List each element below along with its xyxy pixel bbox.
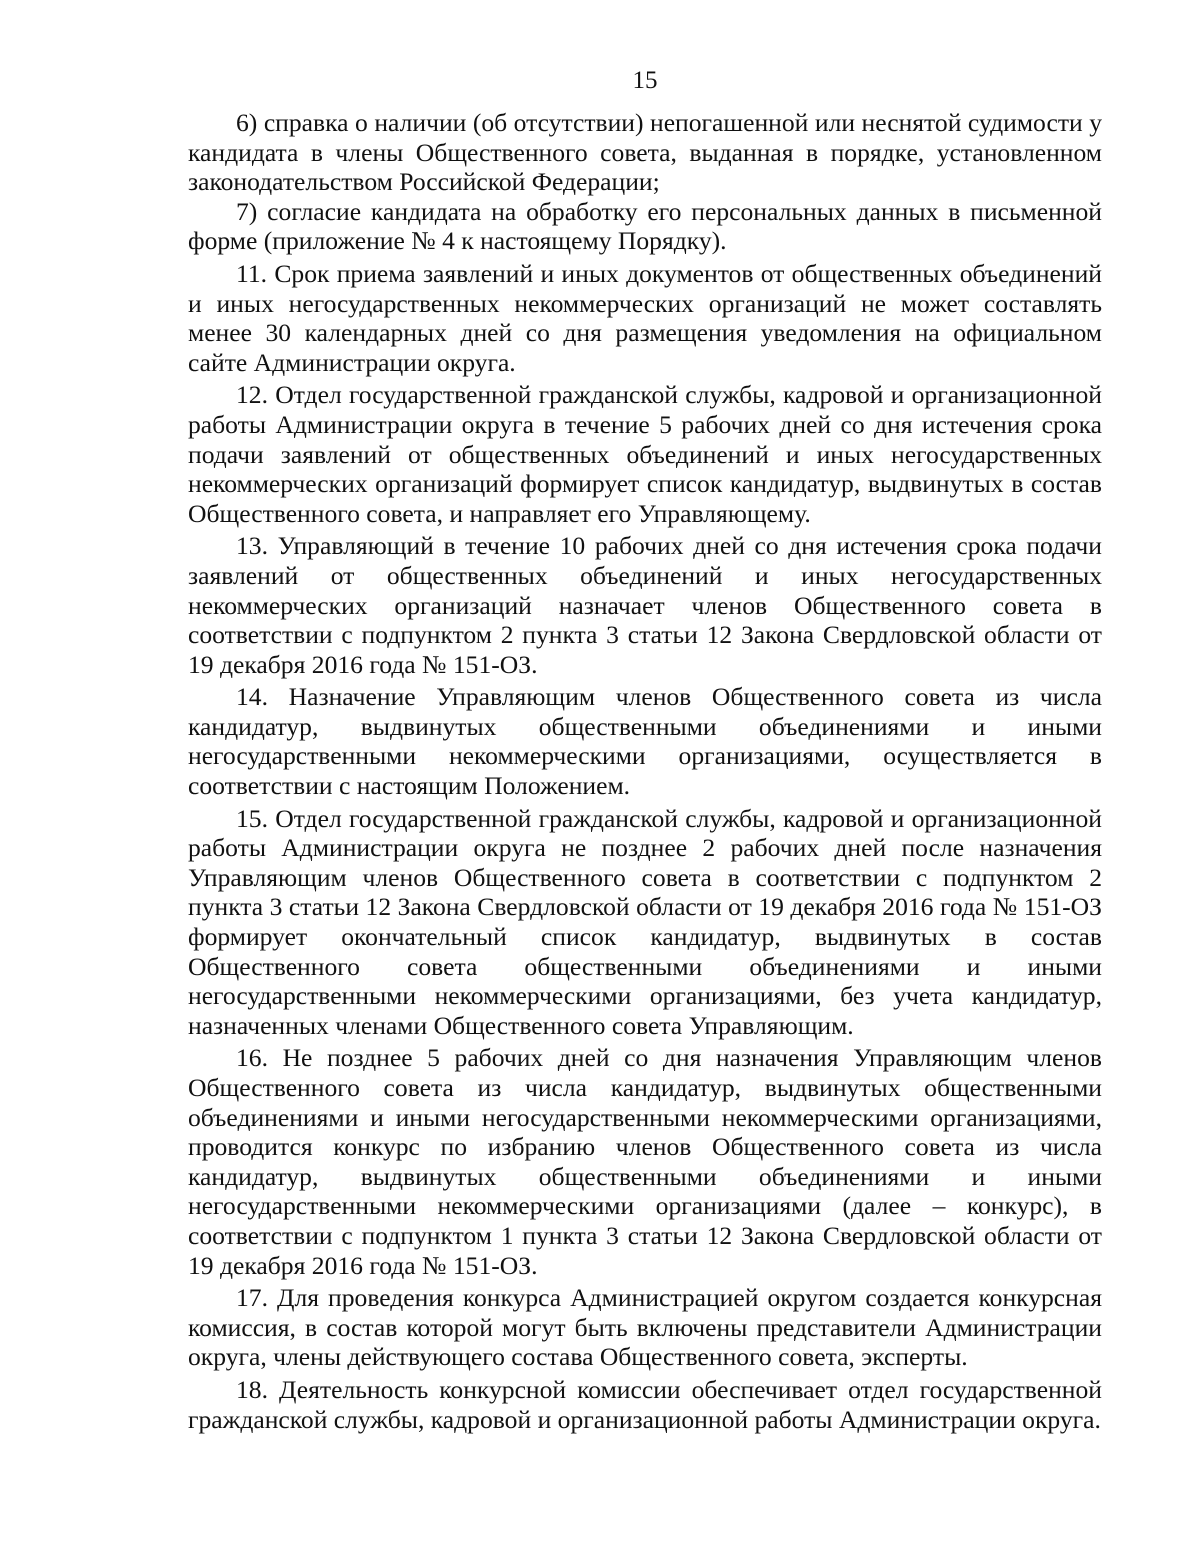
paragraph-16: 16. Не позднее 5 рабочих дней со дня назначения Управляющим членов Общественного совета из числа кандидатур, выдвинутых общественными объединениями и иными негосударственными некоммерческими организациями, проводится конкурс по избранию членов Общественного совета из числа кандидатур, выдвинутых общественными объединениями и иными негосударственными некоммерческими организациями (далее – конкурс), в соответствии с подпунктом 1 пункта 3 статьи 12 Закона Свердловской области от 19 декабря 2016 года № 151-ОЗ. <box>188 1043 1102 1280</box>
document-body <box>188 108 1102 1434</box>
paragraph-11: 11. Срок приема заявлений и иных документов от общественных объединений и иных негосударственных некоммерческих организаций не может составлять менее 30 календарных дней со дня размещения уведомления на официальном сайте Администрации округа. <box>188 258 1102 377</box>
paragraph-13: 13. Управляющий в течение 10 рабочих дней со дня истечения срока подачи заявлений от общественных объединений и иных негосударственных некоммерческих организаций назначает членов Общественного совета в соответствии с подпунктом 2 пункта 3 статьи 12 Закона Свердловской области от 19 декабря 2016 года № 151-ОЗ. <box>188 531 1102 679</box>
paragraph-12: 12. Отдел государственной гражданской службы, кадровой и организационной работы Администрации округа в течение 5 рабочих дней со дня истечения срока подачи заявлений от общественных объединений и иных негосударственных некоммерческих организаций формирует список кандидатур, выдвинутых в состав Общественного совета, и направляет его Управляющему. <box>188 380 1102 528</box>
paragraph-17: 17. Для проведения конкурса Администрацией округом создается конкурсная комиссия, в состав которой могут быть включены представители Администрации округа, члены действующего состава Общественного совета, эксперты. <box>188 1283 1102 1372</box>
page-number: 15 <box>632 67 658 94</box>
paragraph-item-7: 7) согласие кандидата на обработку его персональных данных в письменной форме (приложение № 4 к настоящему Порядку). <box>188 196 1102 256</box>
paragraph-item-6: 6) справка о наличии (об отсутствии) непогашенной или неснятой судимости у кандидата в члены Общественного совета, выданная в порядке, установленном законодательством Российской Федерации; <box>188 108 1102 197</box>
paragraph-14: 14. Назначение Управляющим членов Общественного совета из числа кандидатур, выдвинутых общественными объединениями и иными негосударственными некоммерческими организациями, осуществляется в соответствии с настоящим Положением. <box>188 682 1102 801</box>
paragraph-15: 15. Отдел государственной гражданской службы, кадровой и организационной работы Администрации округа не позднее 2 рабочих дней после назначения Управляющим членов Общественного совета в соответствии с подпунктом 2 пункта 3 статьи 12 Закона Свердловской области от 19 декабря 2016 года № 151-ОЗ формирует окончательный список кандидатур, выдвинутых в состав Общественного совета общественными объединениями и иными негосударственными некоммерческими организациями, без учета кандидатур, назначенных членами Общественного совета Управляющим. <box>188 803 1102 1040</box>
paragraph-18: 18. Деятельность конкурсной комиссии обеспечивает отдел государственной гражданской службы, кадровой и организационной работы Администрации округа. <box>188 1374 1102 1434</box>
